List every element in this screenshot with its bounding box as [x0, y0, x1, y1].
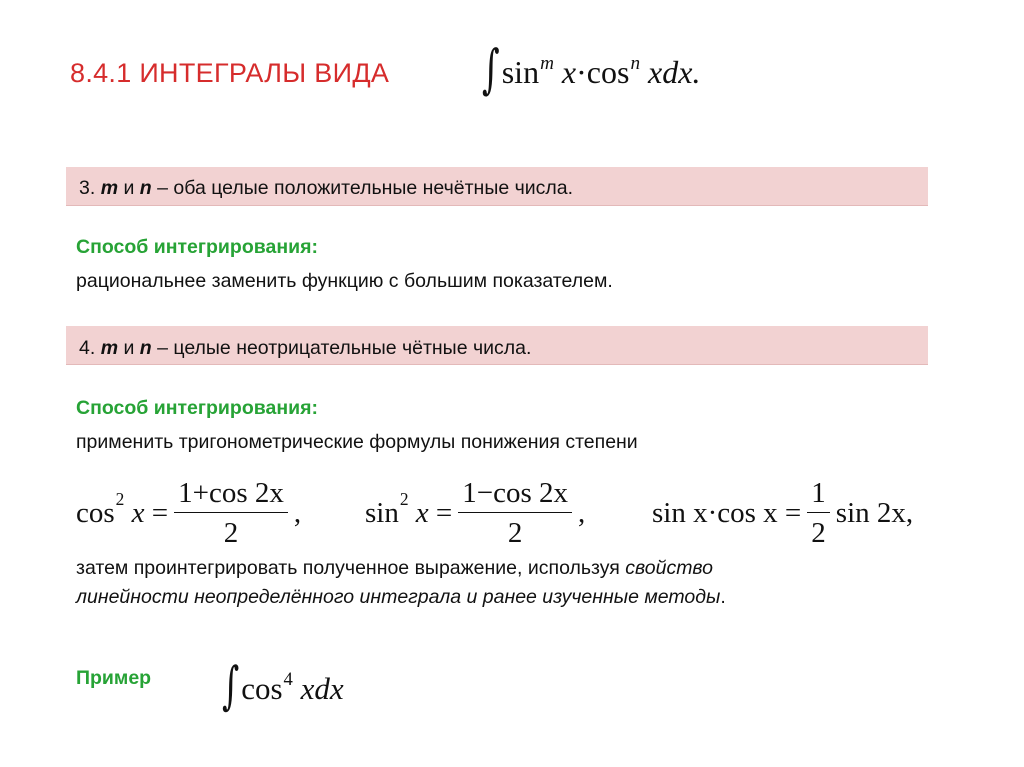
f2-denominator: 2	[507, 516, 523, 549]
formula-cos-squared	[76, 470, 301, 556]
slide-title: 8.4.1 ИНТЕГРАЛЫ ВИДА	[70, 58, 390, 88]
formula-sin-squared	[365, 470, 585, 556]
conclusion-italic-2: линейности неопределённого интеграла и ранее изученные методы	[76, 586, 721, 608]
case4-and: и	[123, 337, 135, 359]
case4-text	[79, 337, 531, 360]
conclusion-plain: затем проинтегрировать полученное выражение, используя	[76, 557, 626, 579]
conclusion-line1	[76, 557, 713, 580]
integral-sign: ∫	[482, 38, 500, 101]
f3-numerator: 1	[807, 479, 830, 513]
formula-sin-cos-product	[652, 470, 913, 556]
conclusion-line2	[76, 586, 726, 609]
f2-equals: =	[435, 496, 453, 529]
case4-n: n	[139, 337, 152, 359]
sin-fn: sin	[501, 54, 540, 90]
cos-fn: cos	[586, 54, 630, 90]
f1-var: x	[131, 496, 145, 529]
f2-var: x	[415, 496, 429, 529]
power-m: m	[540, 52, 554, 74]
example-cos: cos	[241, 671, 283, 706]
case3-number: 3.	[79, 177, 96, 199]
title-formula	[482, 38, 701, 101]
f2-numerator: 1−cos 2x	[458, 479, 572, 513]
example-power: 4	[283, 669, 293, 691]
method4-text: применить тригонометрические формулы понижения степени	[76, 431, 638, 453]
f1-numerator: 1+cos 2x	[174, 479, 288, 513]
case4-number: 4.	[79, 337, 96, 359]
f2-power: 2	[399, 489, 409, 510]
example-integral-sign: ∫	[222, 655, 240, 716]
f2-fraction	[458, 476, 572, 549]
case3-description: – оба целые положительные нечётные числа.	[157, 177, 574, 199]
f1-fn: cos	[76, 496, 115, 529]
method3-label: Способ интегрирования:	[76, 236, 318, 258]
conclusion-period: .	[720, 586, 726, 608]
example-tail: xdx	[300, 671, 344, 706]
case3-text	[79, 177, 573, 200]
f3-fraction	[807, 476, 830, 549]
f3-rhs: sin 2x	[835, 496, 906, 529]
f1-denominator: 2	[223, 516, 239, 549]
f1-comma: ,	[293, 496, 302, 529]
f1-power: 2	[115, 489, 125, 510]
method4-label: Способ интегрирования:	[76, 397, 318, 419]
conclusion-italic-1: свойство	[625, 557, 714, 579]
f3-equals: =	[784, 496, 802, 529]
case3-and: и	[123, 177, 135, 199]
method3-text: рациональнее заменить функцию с большим показателем.	[76, 270, 613, 292]
f3-denominator: 2	[811, 516, 826, 549]
power-n: n	[630, 52, 641, 74]
f3-lhs: sin x·cos x	[652, 496, 778, 529]
tail-xdx: xdx.	[648, 54, 701, 90]
f2-comma: ,	[578, 496, 586, 529]
f3-comma: ,	[905, 496, 914, 529]
case4-description: – целые неотрицательные чётные числа.	[157, 337, 532, 359]
var-x: x	[561, 54, 577, 90]
f1-fraction	[174, 476, 288, 549]
case3-m: m	[100, 177, 119, 199]
case4-m: m	[100, 337, 119, 359]
case3-n: n	[139, 177, 152, 199]
dot-operator: ·	[576, 54, 587, 90]
example-formula	[222, 655, 344, 716]
f1-equals: =	[151, 496, 169, 529]
f2-fn: sin	[365, 496, 399, 529]
example-label: Пример	[76, 667, 152, 689]
